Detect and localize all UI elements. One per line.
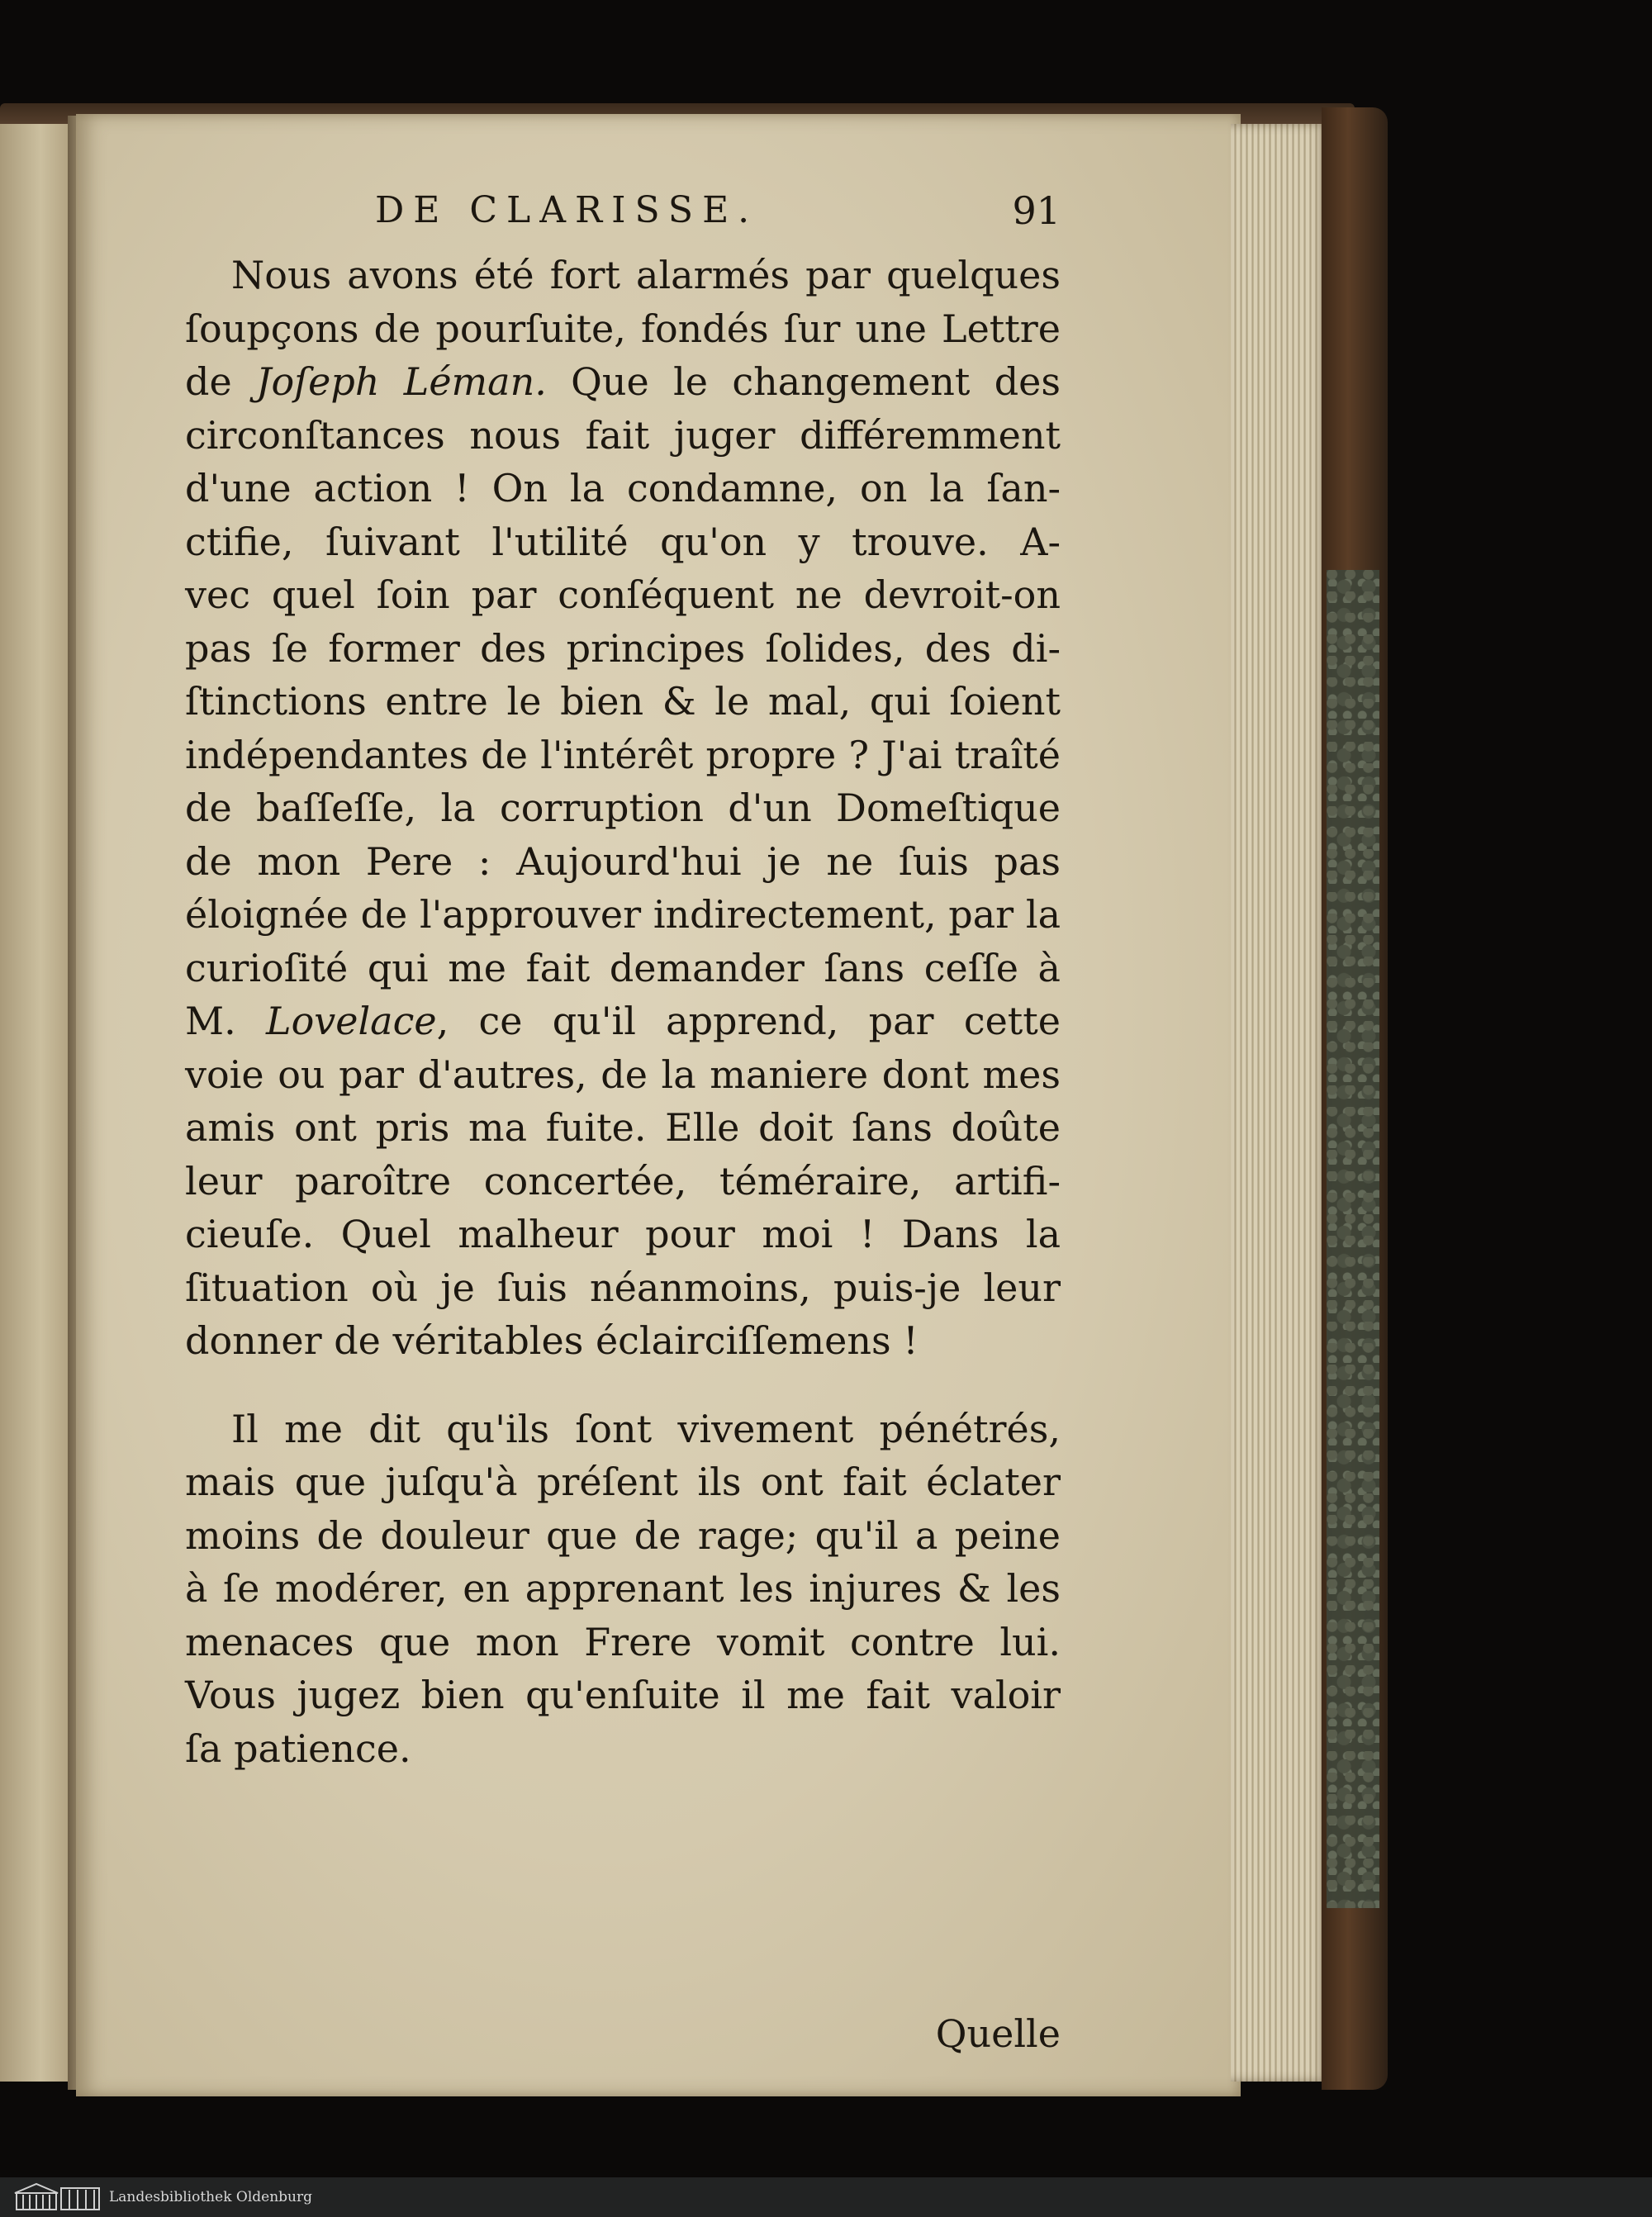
text-line	[185, 568, 1061, 622]
text-line	[185, 781, 1061, 835]
text-segment: pas ſe former des principes ſolides, des di-	[185, 625, 1061, 671]
text-line	[185, 1669, 1061, 1722]
text-segment: , ce qu'il apprend, par cette	[436, 999, 1061, 1043]
text-line	[185, 622, 1061, 676]
text-segment: leur paroître concertée, téméraire, artifi-	[185, 1158, 1061, 1203]
text-segment: mais que juſqu'à préſent ils ont fait éclater	[185, 1460, 1061, 1504]
text-segment: ctifie, ſuivant l'utilité qu'on y trouve. A-	[185, 519, 1061, 564]
running-head-title: DE CLARISSE.	[375, 189, 759, 231]
text-segment: d'une action ! On la condamne, on la ſan-	[185, 466, 1061, 510]
text-segment: de mon Pere : Aujourd'hui je ne ſuis pas	[185, 838, 1061, 884]
text-segment: voie ou par d'autres, de la maniere dont mes	[185, 1052, 1061, 1097]
paragraph	[185, 1403, 1061, 1776]
text-segment: M.	[185, 999, 267, 1043]
text-line	[185, 995, 1061, 1048]
text-segment: de	[185, 359, 256, 404]
text-line	[185, 888, 1061, 942]
text-segment: Vous jugez bien qu'enſuite il me fait valoir	[185, 1673, 1061, 1717]
text-segment: vec quel ſoin par conſéquent ne devroit-on	[185, 572, 1061, 617]
library-name: Landesbibliothek Oldenburg	[109, 2189, 313, 2205]
previous-page-edge	[0, 124, 70, 2082]
text-line	[185, 675, 1061, 729]
text-segment: menaces que mon Frere vomit contre lui.	[185, 1619, 1061, 1664]
text-segment: ſituation où je ſuis néanmoins, puis-je leur	[185, 1265, 1061, 1310]
text-segment: de baſſeſſe, la corruption d'un Domeſtique	[185, 786, 1061, 830]
text-segment: indépendantes de l'intérêt propre ? J'ai traîté	[185, 732, 1061, 777]
marbled-cover-board	[1327, 570, 1379, 1908]
text-segment: donner de véritables éclairciſſemens !	[185, 1318, 919, 1363]
text-line	[185, 1403, 1061, 1456]
text-segment: amis ont pris ma fuite. Elle doit ſans doûte	[185, 1105, 1061, 1150]
page-number: 91	[1012, 188, 1061, 233]
text-segment: Il me dit qu'ils ſont vivement pénétrés,	[231, 1406, 1061, 1451]
text-line	[185, 729, 1061, 782]
catchword: Quelle	[935, 2011, 1061, 2056]
text-line	[185, 1509, 1061, 1563]
text-line	[185, 1562, 1061, 1616]
text-segment: à ſe modérer, en apprenant les injures & les	[185, 1566, 1061, 1611]
running-head	[185, 186, 1061, 244]
text-segment: ſoupçons de pourſuite, fondés ſur une Lettre	[185, 306, 1061, 351]
text-line	[185, 1616, 1061, 1669]
text-segment: ſa patience.	[185, 1726, 411, 1771]
text-line	[185, 1155, 1061, 1208]
text-line	[185, 1455, 1061, 1509]
text-line	[185, 462, 1061, 515]
text-block	[185, 186, 1061, 2056]
text-line	[185, 302, 1061, 356]
text-segment: Que le changement des	[546, 359, 1061, 404]
text-line	[185, 1722, 1061, 1776]
text-segment: cieuſe. Quel malheur pour moi ! Dans la	[185, 1212, 1061, 1256]
text-line	[185, 1261, 1061, 1315]
page-fore-edge	[1231, 124, 1328, 2082]
italic-text: Lovelace	[266, 999, 437, 1043]
text-segment: Nous avons été fort alarmés par quelques	[231, 253, 1061, 297]
text-line	[185, 249, 1061, 302]
paragraph	[185, 249, 1061, 1368]
italic-text: Joſeph Léman.	[256, 359, 547, 404]
text-segment: moins de douleur que de rage; qu'il a peine	[185, 1512, 1061, 1558]
footer-bar	[0, 2177, 1652, 2217]
text-line	[185, 1314, 1061, 1368]
text-line	[185, 355, 1061, 409]
text-line	[185, 1101, 1061, 1155]
text-line	[185, 515, 1061, 569]
text-segment: circonſtances nous fait juger différemment	[185, 412, 1061, 458]
text-line	[185, 1208, 1061, 1261]
text-line	[185, 1048, 1061, 1102]
text-segment: ſtinctions entre le bien & le mal, qui ſoient	[185, 679, 1061, 724]
text-line	[185, 835, 1061, 889]
text-line	[185, 409, 1061, 463]
text-segment: curioſité qui me fait demander ſans ceſſe à	[185, 945, 1061, 990]
library-building-logo	[12, 2181, 102, 2213]
text-segment: éloignée de l'approuver indirectement, par la	[185, 892, 1061, 937]
text-line	[185, 942, 1061, 995]
